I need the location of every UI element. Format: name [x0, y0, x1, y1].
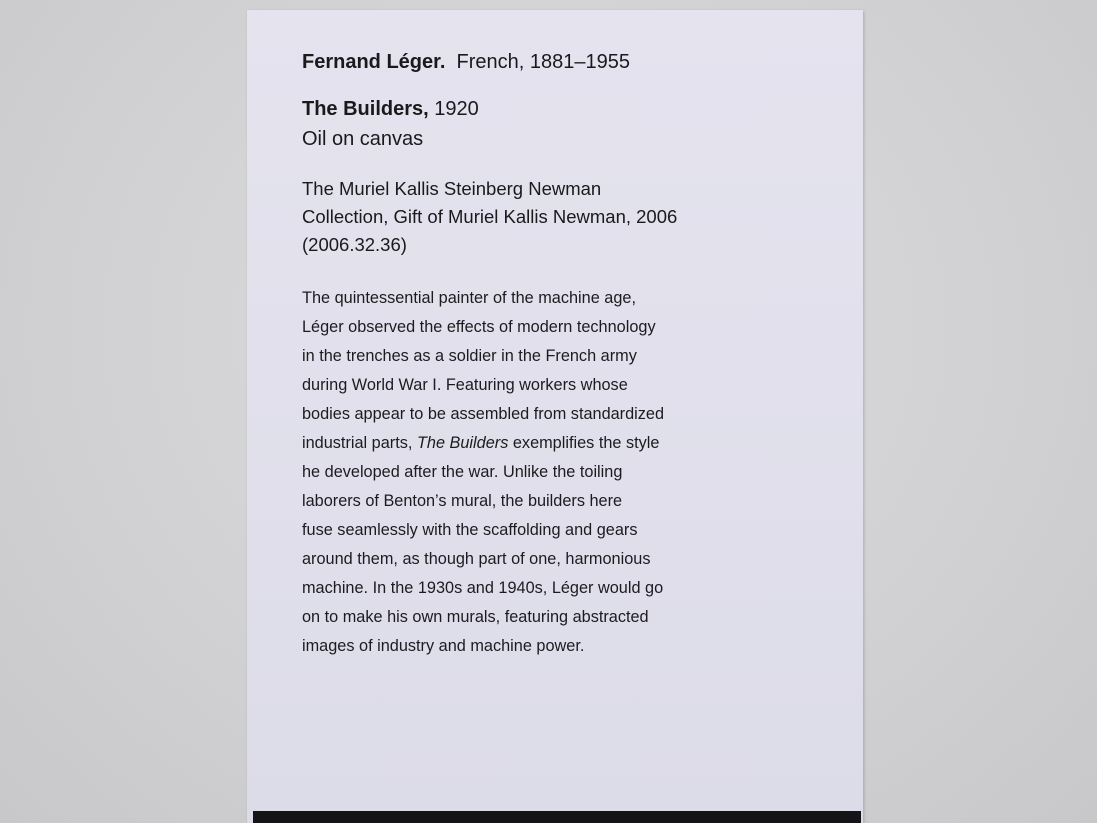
- description-line: during World War I. Featuring workers whose: [302, 376, 628, 394]
- artist-line: [302, 49, 630, 75]
- description-line: around them, as though part of one, harmonious: [302, 550, 651, 568]
- description-line: [302, 429, 664, 458]
- description-line: laborers of Benton’s mural, the builders here: [302, 492, 623, 510]
- work-year: 1920: [434, 98, 479, 120]
- title-line: [302, 96, 479, 122]
- description-line: in the trenches as a soldier in the French army: [302, 347, 637, 365]
- description-line: fuse seamlessly with the scaffolding and gears: [302, 521, 638, 539]
- accession-number: (2006.32.36): [302, 234, 407, 255]
- credit-line-2: Collection, Gift of Muriel Kallis Newman, 2006: [302, 206, 678, 227]
- description-line: images of industry and machine power.: [302, 637, 585, 655]
- description-line: on to make his own murals, featuring abstracted: [302, 608, 649, 626]
- description-line: he developed after the war. Unlike the toiling: [302, 463, 623, 481]
- description-line: bodies appear to be assembled from standardized: [302, 405, 665, 423]
- description-text-part: industrial parts,: [302, 434, 417, 452]
- description-text-part: exemplifies the style: [508, 434, 660, 452]
- description-line: Léger observed the effects of modern technology: [302, 318, 656, 336]
- work-title: The Builders,: [302, 98, 429, 120]
- credit-line-1: The Muriel Kallis Steinberg Newman: [302, 178, 602, 199]
- description-line: machine. In the 1930s and 1940s, Léger would go: [302, 579, 664, 597]
- artist-bio: French, 1881–1955: [456, 51, 630, 73]
- label-mount-strip: [253, 811, 861, 823]
- artist-name: Fernand Léger.: [302, 51, 446, 73]
- medium: Oil on canvas: [302, 128, 424, 150]
- work-title-italic: The Builders: [416, 434, 509, 452]
- description-line: The quintessential painter of the machine age,: [302, 289, 636, 307]
- description-text: [302, 284, 664, 661]
- credit-line: [302, 175, 677, 259]
